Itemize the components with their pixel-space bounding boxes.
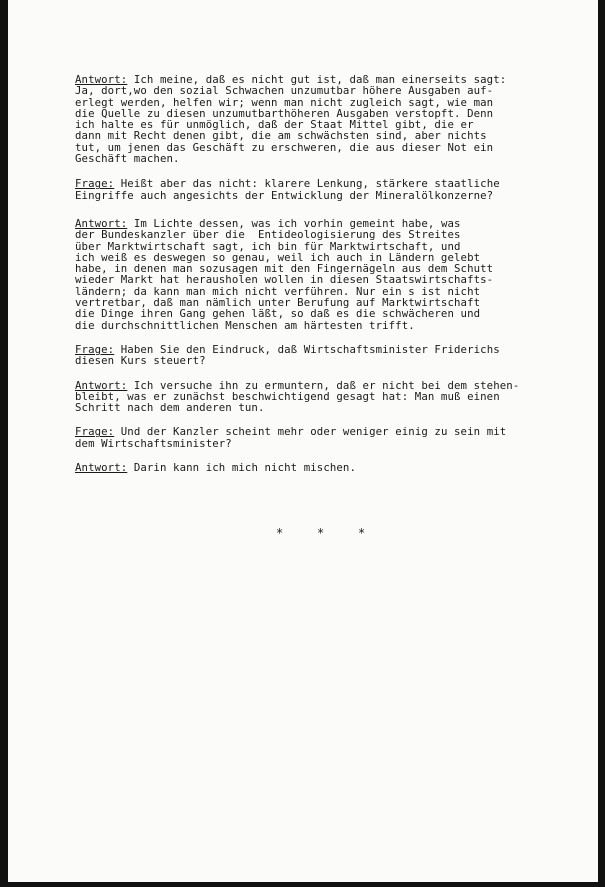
text-line: Ja, dort,wo den sozial Schwachen unzumutbar höhere Ausgaben auf-: [75, 84, 494, 98]
text-line: Darin kann ich mich nicht mischen.: [133, 461, 356, 475]
text-line: vertretbar, daß man nämlich unter Berufung auf Marktwirtschaft: [75, 296, 481, 310]
scan-border-right: [598, 0, 605, 887]
asterisk-mark: *: [276, 526, 284, 540]
question-block: [75, 426, 570, 449]
text-line: ich weiß es deswegen so genau, weil ich auch in Ländern gelebt: [75, 250, 481, 264]
text-line: Geschäft machen.: [75, 152, 180, 166]
answer-block: [75, 462, 570, 473]
text-line: Und der Kanzler scheint mehr oder weniger einig zu sein mit: [120, 425, 507, 439]
question-block: [75, 344, 570, 367]
scan-border-bottom: [0, 882, 605, 887]
text-line: diesen Kurs steuert?: [75, 354, 206, 368]
text-line: die durchschnittlichen Menschen am härtesten trifft.: [75, 318, 415, 332]
answer-line: [75, 462, 570, 473]
text-line: dem Wirtschaftsminister?: [75, 436, 232, 450]
text-line: die Dinge ihren Gang gehen läßt, so daß es die schwächeren und: [75, 307, 481, 321]
text-line: Schritt nach dem anderen tun.: [75, 401, 265, 415]
question-block: [75, 178, 570, 201]
answer-block: [75, 218, 570, 331]
document-page: [8, 0, 598, 882]
asterisk-mark: *: [358, 526, 366, 540]
text-line: habe, in denen man sozusagen mit den Fingernägeln aus dem Schutt: [75, 262, 494, 276]
text-line: Eingriffe auch angesichts der Entwicklung der Mineralölkonzerne?: [75, 188, 494, 202]
text-line: dann mit Recht denen gibt, die am schwächsten sind, aber nichts: [75, 129, 487, 143]
asterisk-mark: *: [317, 526, 325, 540]
question-line: [75, 178, 570, 189]
answer-label: Antwort:: [75, 461, 128, 475]
question-label: Frage:: [75, 177, 115, 191]
answer-block: [75, 74, 570, 164]
text-line: Im Lichte dessen, was ich vorhin gemeint habe, was: [133, 216, 461, 230]
text-line: Ich meine, daß es nicht gut ist, daß man einerseits sagt:: [133, 73, 507, 86]
text-line: tut, um jenen das Geschäft zu erschweren, die aus dieser Not ein: [75, 140, 494, 154]
scan-border-left: [0, 0, 8, 887]
text-line: über Marktwirtschaft sagt, ich bin für Marktwirtschaft, und: [75, 239, 461, 253]
text-line: ländern; da kann man mich nicht verführen. Nur ein s ist nicht: [75, 284, 481, 298]
text-line: Heißt aber das nicht: klarere Lenkung, stärkere staatliche: [120, 177, 500, 191]
answer-label: Antwort:: [75, 378, 128, 392]
answer-label: Antwort:: [75, 73, 128, 86]
text-line: der Bundeskanzler über die Entideologisierung des Streites: [75, 228, 461, 242]
question-label: Frage:: [75, 342, 115, 356]
answer-block: [75, 380, 570, 414]
interview-text: [75, 74, 570, 485]
text-line: Ich versuche ihn zu ermuntern, daß er nicht bei dem stehen-: [133, 378, 520, 392]
end-marks: [276, 526, 386, 540]
text-line: wieder Markt hat herausholen wollen in diesen Staatswirtschafts-: [75, 273, 494, 287]
question-label: Frage:: [75, 425, 115, 439]
text-line: bleibt, was er zunächst beschwichtigend gesagt hat: Man muß einen: [75, 389, 500, 403]
text-line: die Quelle zu diesen unzumutbarthöheren Ausgaben verstopft. Denn: [75, 106, 494, 120]
text-line: ich halte es für unmöglich, daß der Staat Mittel gibt, die er: [75, 118, 474, 132]
text-line: erlegt werden, helfen wir; wenn man nicht zugleich sagt, wie man: [75, 95, 494, 109]
text-line: Haben Sie den Eindruck, daß Wirtschaftsminister Friderichs: [120, 342, 500, 356]
answer-label: Antwort:: [75, 216, 128, 230]
